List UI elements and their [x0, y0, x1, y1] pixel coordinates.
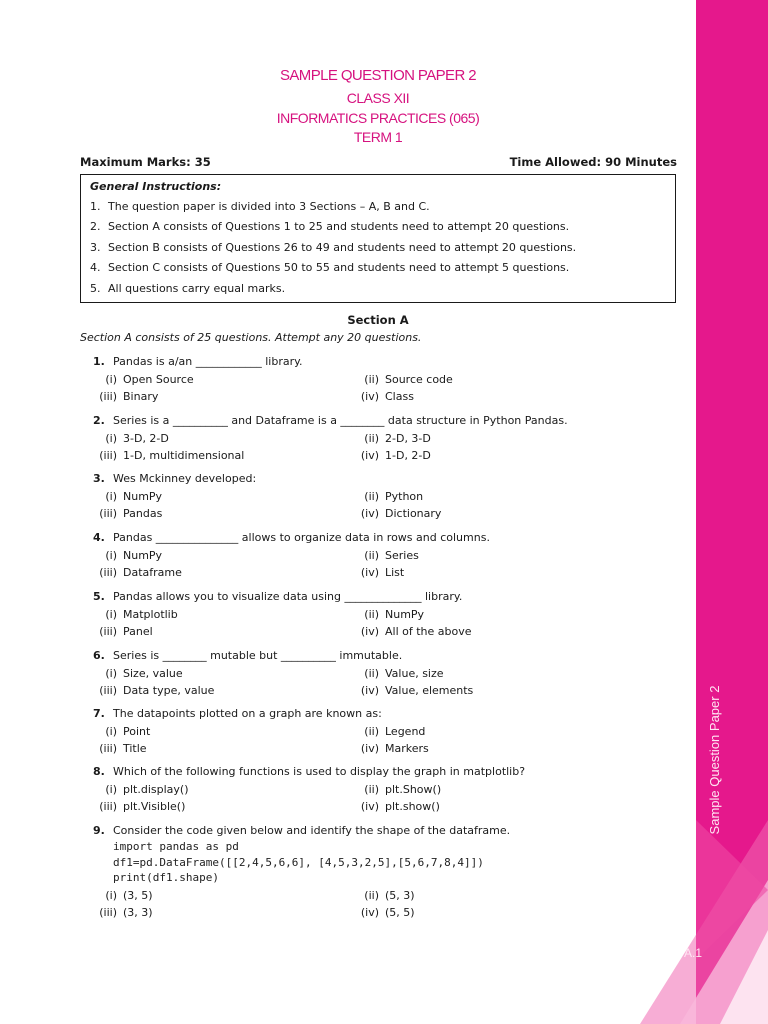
- option: (iii) Panel: [99, 625, 153, 638]
- option: (iv) 1-D, 2-D: [360, 449, 431, 462]
- instruction-item: 5. All questions carry equal marks.: [90, 282, 286, 295]
- code-line: df1=pd.DataFrame([[2,4,5,6,6], [4,5,3,2,5],[5,6,7,8,4]]): [113, 856, 484, 869]
- option: (iii) (3, 3): [99, 906, 153, 919]
- option: (iv) Class: [360, 390, 414, 403]
- option: (ii) Python: [364, 490, 424, 503]
- option: (i) Matplotlib: [105, 608, 178, 621]
- general-instructions-box: [80, 174, 676, 303]
- instruction-item: 2. Section A consists of Questions 1 to 25 and students need to attempt 20 questions.: [90, 220, 570, 233]
- option: (ii) plt.Show(): [364, 783, 442, 796]
- option: (ii) Value, size: [364, 667, 444, 680]
- option: (ii) Series: [364, 549, 419, 562]
- option: (iii) Title: [99, 742, 147, 755]
- question-9: 9. Consider the code given below and identify the shape of the dataframe. import pandas as pd df1=pd.DataFrame([[2,4,5,6,6], [4,5,3,2,5],[5,6,7,8,4]]) print(df1.shape) (i) (3, 5) (ii) (5, 3) (iii) (3, 3) (iv) (5, 5): [93, 824, 511, 919]
- question-5: 5. Pandas allows you to visualize data using ______________ library. (i) Matplotlib (ii) NumPy (iii) Panel (iv) All of the above: [93, 590, 472, 638]
- option: (iv) Dictionary: [360, 507, 442, 520]
- question-8: 8. Which of the following functions is used to display the graph in matplotlib? (i) plt.display() (ii) plt.Show() (iii) plt.Visible() (iv) plt.show(): [93, 765, 526, 813]
- option: (i) 3-D, 2-D: [105, 432, 169, 445]
- option: (iii) Pandas: [99, 507, 163, 520]
- question-4: 4. Pandas _______________ allows to organize data in rows and columns. (i) NumPy (ii) Series (iii) Dataframe (iv) List: [93, 531, 490, 579]
- question-3: 3. Wes Mckinney developed: (i) NumPy (ii) Python (iii) Pandas (iv) Dictionary: [93, 472, 442, 520]
- section-subtitle: Section A consists of 25 questions. Attempt any 20 questions.: [80, 331, 422, 344]
- option: (iv) plt.show(): [360, 800, 440, 813]
- instructions-heading: General Instructions:: [90, 180, 222, 193]
- option: (ii) Legend: [364, 725, 426, 738]
- option: (i) NumPy: [105, 490, 163, 503]
- option: (iv) Value, elements: [360, 684, 474, 697]
- option: (ii) NumPy: [364, 608, 425, 621]
- option: (iii) Data type, value: [99, 684, 215, 697]
- option: (iii) plt.Visible(): [99, 800, 186, 813]
- max-marks: Maximum Marks: 35: [80, 155, 211, 169]
- code-line: print(df1.shape): [113, 871, 219, 884]
- option: (i) Open Source: [105, 373, 194, 386]
- option: (iii) Binary: [99, 390, 159, 403]
- option: (iv) Markers: [360, 742, 429, 755]
- option: (i) NumPy: [105, 549, 163, 562]
- time-allowed: Time Allowed: 90 Minutes: [509, 155, 677, 169]
- paper-title: SAMPLE QUESTION PAPER 2: [280, 67, 476, 84]
- option: (iii) 1-D, multidimensional: [99, 449, 245, 462]
- class-label: CLASS XII: [346, 90, 410, 106]
- option: (iii) Dataframe: [99, 566, 182, 579]
- section-title: Section A: [347, 313, 409, 327]
- option: (i) plt.display(): [105, 783, 189, 796]
- subject-label: INFORMATICS PRACTICES (065): [276, 110, 480, 126]
- term-label: TERM 1: [353, 129, 403, 145]
- option: (ii) (5, 3): [364, 889, 415, 902]
- instruction-item: 4. Section C consists of Questions 50 to 55 and students need to attempt 5 questions.: [90, 261, 570, 274]
- instruction-item: 1. The question paper is divided into 3 Sections – A, B and C.: [90, 200, 430, 213]
- code-line: import pandas as pd: [113, 840, 239, 853]
- page-number: A.1: [684, 946, 703, 960]
- option: (i) (3, 5): [105, 889, 153, 902]
- option: (i) Point: [105, 725, 151, 738]
- option: (iv) List: [360, 566, 405, 579]
- option: (ii) 2-D, 3-D: [364, 432, 431, 445]
- option: (ii) Source code: [364, 373, 453, 386]
- option: (iv) (5, 5): [360, 906, 415, 919]
- option: (iv) All of the above: [360, 625, 472, 638]
- question-1: 1. Pandas is a/an ____________ library. (i) Open Source (ii) Source code (iii) Binary (iv) Class: [93, 355, 453, 403]
- question-6: 6. Series is ________ mutable but __________ immutable. (i) Size, value (ii) Value, size (iii) Data type, value (iv) Value, elements: [93, 649, 474, 697]
- option: (i) Size, value: [105, 667, 183, 680]
- question-7: 7. The datapoints plotted on a graph are known as: (i) Point (ii) Legend (iii) Title (iv) Markers: [93, 707, 429, 755]
- instruction-item: 3. Section B consists of Questions 26 to 49 and students need to attempt 20 questions.: [90, 241, 577, 254]
- question-2: 2. Series is a __________ and Dataframe is a ________ data structure in Python Pandas. (i) 3-D, 2-D (ii) 2-D, 3-D (iii) 1-D, multidimensional (iv) 1-D, 2-D: [93, 414, 568, 462]
